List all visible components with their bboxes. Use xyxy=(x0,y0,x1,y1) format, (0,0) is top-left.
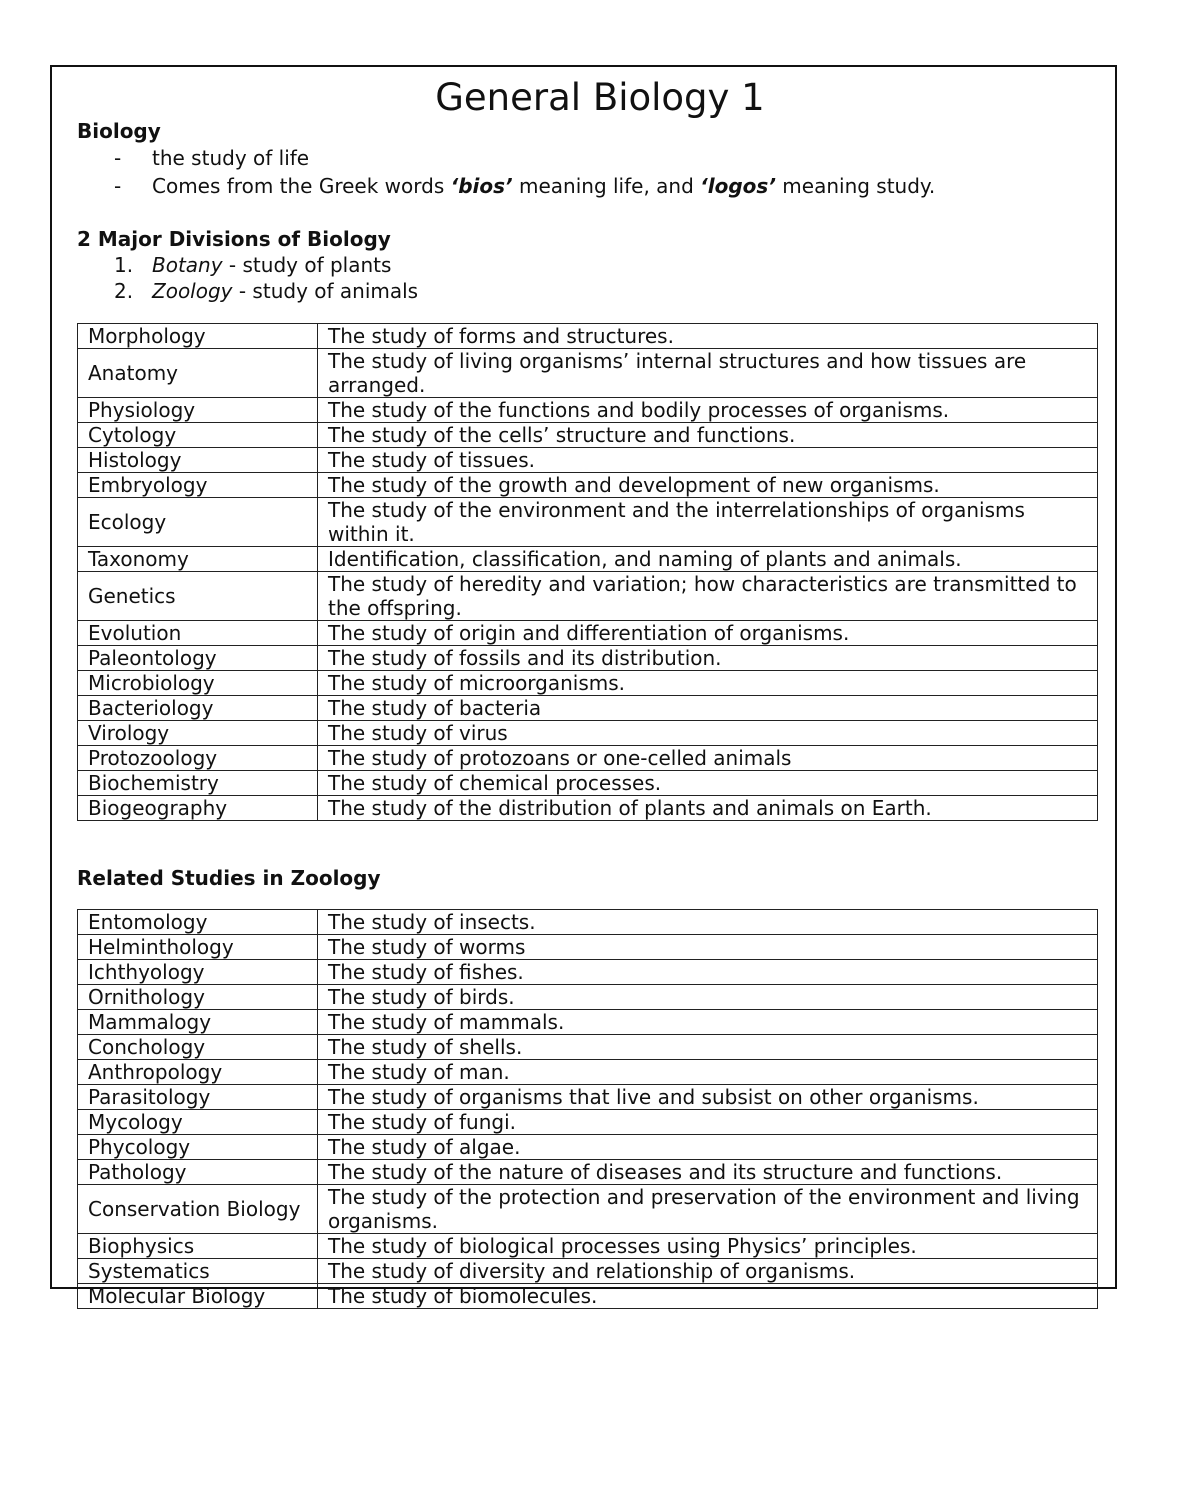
table-row xyxy=(78,398,1098,423)
description-cell: The study of fishes. xyxy=(318,960,1098,985)
definition-text: the study of life xyxy=(152,146,310,170)
description-cell: The study of origin and differentiation of organisms. xyxy=(318,621,1098,646)
description-cell: The study of the environment and the interrelationships of organisms within it. xyxy=(318,498,1098,547)
table-row xyxy=(78,1010,1098,1035)
term-cell: Biochemistry xyxy=(78,771,318,796)
etymology-text: meaning study. xyxy=(775,174,936,198)
description-cell: The study of the protection and preservation of the environment and living organisms. xyxy=(318,1185,1098,1234)
term-cell: Ecology xyxy=(78,498,318,547)
table-row xyxy=(78,473,1098,498)
term-cell: Systematics xyxy=(78,1259,318,1284)
table-row xyxy=(78,671,1098,696)
term-cell: Conservation Biology xyxy=(78,1185,318,1234)
term-cell: Pathology xyxy=(78,1160,318,1185)
term-cell: Morphology xyxy=(78,324,318,349)
description-cell: The study of the cells’ structure and functions. xyxy=(318,423,1098,448)
branches-table xyxy=(77,323,1098,821)
term-cell: Ornithology xyxy=(78,985,318,1010)
divisions-heading: 2 Major Divisions of Biology xyxy=(77,227,391,251)
description-cell: The study of biomolecules. xyxy=(318,1284,1098,1309)
description-cell: The study of fungi. xyxy=(318,1110,1098,1135)
term-cell: Mammalogy xyxy=(78,1010,318,1035)
biology-heading: Biology xyxy=(77,119,161,143)
description-cell: The study of insects. xyxy=(318,910,1098,935)
term-cell: Evolution xyxy=(78,621,318,646)
table-row xyxy=(78,1060,1098,1085)
table-row xyxy=(78,423,1098,448)
term-cell: Paleontology xyxy=(78,646,318,671)
table-row xyxy=(78,1135,1098,1160)
term-cell: Biophysics xyxy=(78,1234,318,1259)
description-cell: The study of the distribution of plants and animals on Earth. xyxy=(318,796,1098,821)
division-item xyxy=(77,278,1098,304)
term-cell: Bacteriology xyxy=(78,696,318,721)
description-cell: The study of the nature of diseases and its structure and functions. xyxy=(318,1160,1098,1185)
description-cell: The study of tissues. xyxy=(318,448,1098,473)
zoology-table xyxy=(77,909,1098,1309)
term-cell: Phycology xyxy=(78,1135,318,1160)
document-body xyxy=(77,118,1098,1309)
term-cell: Protozoology xyxy=(78,746,318,771)
table-row xyxy=(78,1110,1098,1135)
division-desc: - study of animals xyxy=(232,279,419,303)
description-cell: The study of the functions and bodily processes of organisms. xyxy=(318,398,1098,423)
description-cell: The study of living organisms’ internal structures and how tissues are arranged. xyxy=(318,349,1098,398)
table-row xyxy=(78,349,1098,398)
etymology-text: meaning life, and xyxy=(512,174,701,198)
term-cell: Parasitology xyxy=(78,1085,318,1110)
table-row xyxy=(78,985,1098,1010)
description-cell: The study of forms and structures. xyxy=(318,324,1098,349)
table-row xyxy=(78,935,1098,960)
table-row xyxy=(78,646,1098,671)
term-cell: Cytology xyxy=(78,423,318,448)
biology-etymology xyxy=(77,172,1098,200)
description-cell: The study of diversity and relationship of organisms. xyxy=(318,1259,1098,1284)
term-cell: Histology xyxy=(78,448,318,473)
description-cell: The study of protozoans or one-celled animals xyxy=(318,746,1098,771)
zoology-heading: Related Studies in Zoology xyxy=(77,866,381,890)
etymology-text: Comes from the Greek words xyxy=(152,174,451,198)
table-row xyxy=(78,960,1098,985)
table-row xyxy=(78,1185,1098,1234)
division-term: Botany xyxy=(152,253,223,277)
term-cell: Virology xyxy=(78,721,318,746)
description-cell: The study of biological processes using Physics’ principles. xyxy=(318,1234,1098,1259)
biology-definition xyxy=(77,144,1098,172)
description-cell: The study of the growth and development of new organisms. xyxy=(318,473,1098,498)
term-cell: Ichthyology xyxy=(78,960,318,985)
term-cell: Molecular Biology xyxy=(78,1284,318,1309)
description-cell: The study of shells. xyxy=(318,1035,1098,1060)
term-cell: Taxonomy xyxy=(78,547,318,572)
table-row xyxy=(78,910,1098,935)
list-number: 1. xyxy=(114,253,134,277)
term-cell: Physiology xyxy=(78,398,318,423)
term-cell: Microbiology xyxy=(78,671,318,696)
table-row xyxy=(78,448,1098,473)
table-row xyxy=(78,1085,1098,1110)
term-cell: Anthropology xyxy=(78,1060,318,1085)
table-row xyxy=(78,547,1098,572)
table-row xyxy=(78,1234,1098,1259)
division-term: Zoology xyxy=(152,279,233,303)
table-row xyxy=(78,1160,1098,1185)
table-row xyxy=(78,1284,1098,1309)
list-number: 2. xyxy=(114,279,134,303)
description-cell: The study of man. xyxy=(318,1060,1098,1085)
page-title: General Biology 1 xyxy=(435,76,765,119)
greek-word-bios: ‘bios’ xyxy=(450,174,513,198)
description-cell: The study of virus xyxy=(318,721,1098,746)
table-row xyxy=(78,498,1098,547)
table-row xyxy=(78,324,1098,349)
term-cell: Mycology xyxy=(78,1110,318,1135)
dash-marker: - xyxy=(114,174,122,198)
description-cell: The study of birds. xyxy=(318,985,1098,1010)
term-cell: Embryology xyxy=(78,473,318,498)
description-cell: The study of microorganisms. xyxy=(318,671,1098,696)
table-row xyxy=(78,771,1098,796)
description-cell: The study of chemical processes. xyxy=(318,771,1098,796)
table-row xyxy=(78,621,1098,646)
greek-word-logos: ‘logos’ xyxy=(700,174,776,198)
description-cell: The study of algae. xyxy=(318,1135,1098,1160)
table-row xyxy=(78,1259,1098,1284)
description-cell: The study of bacteria xyxy=(318,696,1098,721)
description-cell: The study of worms xyxy=(318,935,1098,960)
division-item xyxy=(77,252,1098,278)
term-cell: Entomology xyxy=(78,910,318,935)
term-cell: Anatomy xyxy=(78,349,318,398)
dash-marker: - xyxy=(114,146,122,170)
description-cell: The study of organisms that live and subsist on other organisms. xyxy=(318,1085,1098,1110)
term-cell: Biogeography xyxy=(78,796,318,821)
term-cell: Genetics xyxy=(78,572,318,621)
term-cell: Conchology xyxy=(78,1035,318,1060)
division-desc: - study of plants xyxy=(222,253,392,277)
table-row xyxy=(78,796,1098,821)
table-row xyxy=(78,721,1098,746)
description-cell: The study of mammals. xyxy=(318,1010,1098,1035)
description-cell: The study of heredity and variation; how characteristics are transmitted to the offspring. xyxy=(318,572,1098,621)
term-cell: Helminthology xyxy=(78,935,318,960)
description-cell: The study of fossils and its distribution. xyxy=(318,646,1098,671)
table-row xyxy=(78,696,1098,721)
table-row xyxy=(78,1035,1098,1060)
description-cell: Identification, classification, and naming of plants and animals. xyxy=(318,547,1098,572)
table-row xyxy=(78,746,1098,771)
table-row xyxy=(78,572,1098,621)
